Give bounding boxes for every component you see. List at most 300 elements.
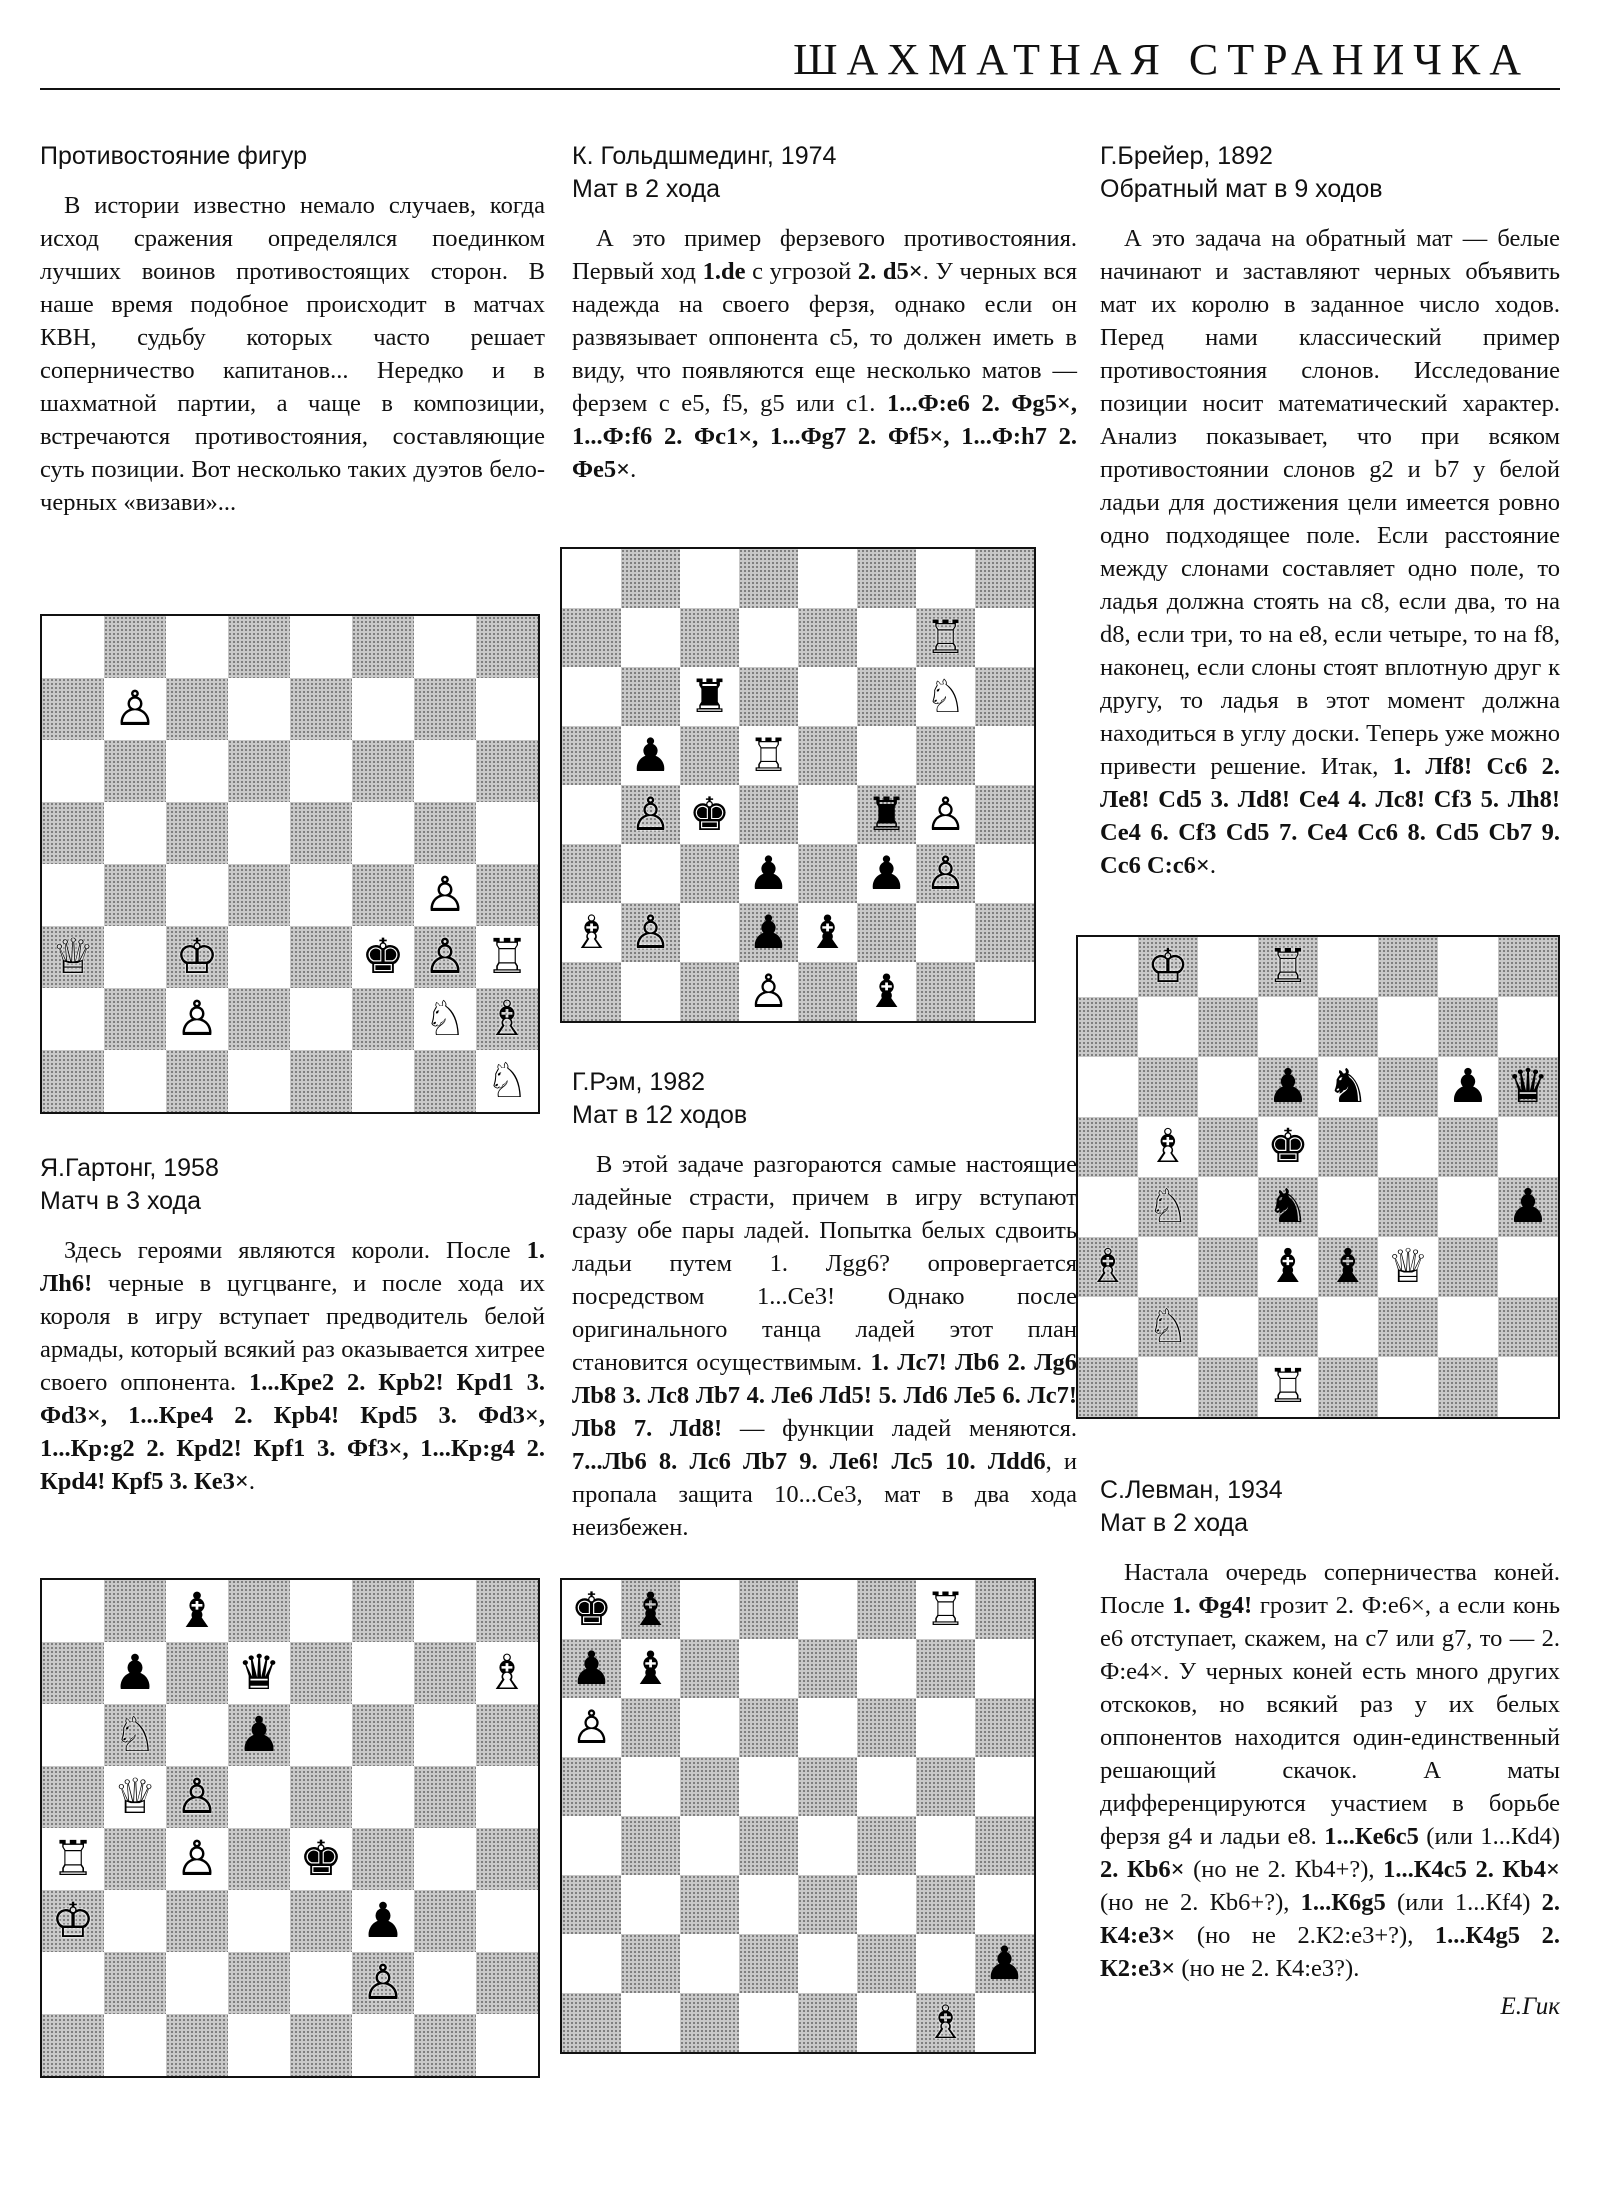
text-run: .	[630, 456, 637, 483]
board-square	[166, 1952, 228, 2014]
board-square	[352, 1580, 414, 1642]
board-square	[621, 1875, 680, 1934]
problem-paragraph	[1100, 1556, 1560, 1985]
board-square	[166, 1704, 228, 1766]
board-square	[352, 988, 414, 1050]
white-pawn-icon: ♙	[570, 1700, 613, 1755]
board-square	[798, 1757, 857, 1816]
board-square	[414, 616, 476, 678]
board-square	[352, 1704, 414, 1766]
white-pawn-icon: ♙	[175, 1830, 219, 1887]
board-square	[414, 2014, 476, 2076]
board-square	[228, 926, 290, 988]
board-square	[1498, 1237, 1558, 1297]
problem-paragraph	[40, 1234, 545, 1498]
white-rook-icon: ♖	[1267, 939, 1309, 994]
white-pawn-icon: ♙	[423, 928, 467, 985]
white-pawn-icon: ♙	[629, 905, 672, 960]
board-square	[680, 549, 739, 608]
board-square	[1378, 997, 1438, 1057]
board-square	[798, 667, 857, 726]
move-notation: 2. d5×	[857, 258, 923, 285]
board-square	[680, 962, 739, 1021]
board-square	[798, 608, 857, 667]
move-notation: 1...Кe6c5	[1324, 1823, 1419, 1850]
board-square	[621, 1816, 680, 1875]
problem-paragraph	[1100, 222, 1560, 882]
board-square	[1318, 1117, 1378, 1177]
white-king-icon: ♔	[1147, 939, 1189, 994]
board-square	[562, 726, 621, 785]
problem-heading	[1100, 140, 1560, 206]
black-pawn-icon: ♟	[361, 1892, 405, 1949]
board-square	[1078, 937, 1138, 997]
white-rook-icon: ♖	[51, 1830, 95, 1887]
board-square	[290, 678, 352, 740]
author-year: Г.Брейер, 1892	[1100, 142, 1273, 170]
board-square	[42, 2014, 104, 2076]
board-square	[798, 1639, 857, 1698]
board-square	[975, 1875, 1034, 1934]
white-rook-icon: ♖	[924, 610, 967, 665]
black-king-icon: ♚	[361, 928, 405, 985]
board-square	[798, 726, 857, 785]
board-square	[739, 549, 798, 608]
board-square	[916, 962, 975, 1021]
white-knight-icon: ♘	[113, 1706, 157, 1763]
board-square	[916, 903, 975, 962]
board-square	[562, 1757, 621, 1816]
text-run: Настала очередь соперничества коней. После	[1100, 1559, 1560, 1619]
board-square	[916, 1934, 975, 1993]
board-square	[476, 1580, 538, 1642]
board-square	[476, 1704, 538, 1766]
board-square	[798, 1698, 857, 1757]
author-year: Я.Гартонг, 1958	[40, 1154, 219, 1182]
white-bishop-icon: ♗	[1147, 1119, 1189, 1174]
board-square	[562, 608, 621, 667]
black-bishop-icon: ♝	[865, 964, 908, 1019]
board-square	[1498, 1117, 1558, 1177]
board-square	[975, 1816, 1034, 1875]
black-king-icon: ♚	[1267, 1119, 1309, 1174]
board-square	[104, 802, 166, 864]
board-square	[166, 740, 228, 802]
task-line: Матч в 3 хода	[40, 1187, 202, 1215]
board-square	[798, 549, 857, 608]
board-square	[352, 802, 414, 864]
board-square	[1438, 1357, 1498, 1417]
board-square	[916, 1757, 975, 1816]
board-square	[680, 844, 739, 903]
board-square	[975, 1580, 1034, 1639]
board-square	[228, 740, 290, 802]
board-square	[1078, 1057, 1138, 1117]
white-rook-icon: ♖	[1267, 1359, 1309, 1414]
board-square	[680, 1993, 739, 2052]
board-square	[1498, 937, 1558, 997]
author-signature: Е.Гик	[1500, 1993, 1560, 2020]
white-bishop-icon: ♗	[1087, 1239, 1129, 1294]
board-square	[414, 802, 476, 864]
white-pawn-icon: ♙	[924, 787, 967, 842]
board-square	[352, 1766, 414, 1828]
board-square	[352, 678, 414, 740]
black-rook-icon: ♜	[865, 787, 908, 842]
board-square	[414, 678, 476, 740]
text-run: (но не 2.К2:e3+?),	[1175, 1922, 1435, 1949]
text-run: с угрозой	[745, 258, 858, 285]
board-square	[680, 1639, 739, 1698]
black-pawn-icon: ♟	[629, 728, 672, 783]
board-square	[42, 802, 104, 864]
board-square	[1078, 1357, 1138, 1417]
board-square	[857, 1757, 916, 1816]
board-square	[104, 988, 166, 1050]
board-square	[916, 1816, 975, 1875]
board-square	[414, 1890, 476, 1952]
board-square	[621, 1698, 680, 1757]
board-square	[739, 1993, 798, 2052]
move-notation: 1...К4c5 2. Кb4×	[1383, 1856, 1560, 1883]
white-knight-icon: ♘	[1147, 1299, 1189, 1354]
board-square	[680, 1816, 739, 1875]
board-square	[290, 1580, 352, 1642]
board-square	[228, 988, 290, 1050]
problem-heading	[572, 140, 1077, 206]
black-bishop-icon: ♝	[175, 1582, 219, 1639]
black-pawn-icon: ♟	[1507, 1179, 1549, 1234]
board-square	[166, 802, 228, 864]
text-run: .	[248, 1468, 255, 1495]
intro-text: В истории известно немало случаев, когда исход сражения определялся поединком лучших воинов противостоящих сторон. В наше время подобное происходит в матчах КВН, судьбу которых часто решает соперничество капитанов... Нередко и в шахматной партии, а чаще в композиции, встречаются противостояния, составляющие суть позиции. Вот несколько таких дуэтов бело-черных «визави»...	[40, 192, 545, 516]
board-square	[228, 1952, 290, 2014]
white-pawn-icon: ♙	[747, 964, 790, 1019]
board-square	[1078, 1177, 1138, 1237]
board-square	[739, 1580, 798, 1639]
board-square	[228, 1766, 290, 1828]
board-square	[290, 1890, 352, 1952]
board-square	[975, 608, 1034, 667]
board-square	[798, 1816, 857, 1875]
problem-text	[1100, 1556, 1560, 1985]
board-square	[680, 1757, 739, 1816]
board-square	[975, 1639, 1034, 1698]
board-square	[1318, 1297, 1378, 1357]
board-square	[290, 1952, 352, 2014]
board-square	[798, 785, 857, 844]
board-square	[290, 988, 352, 1050]
board-square	[228, 1050, 290, 1112]
white-queen-icon: ♕	[1387, 1239, 1429, 1294]
board-square	[680, 608, 739, 667]
board-square	[104, 1828, 166, 1890]
board-square	[562, 962, 621, 1021]
board-square	[476, 740, 538, 802]
board-square	[739, 1639, 798, 1698]
board-square	[228, 1890, 290, 1952]
board-square	[352, 1828, 414, 1890]
board-square	[680, 903, 739, 962]
board-square	[1378, 1357, 1438, 1417]
chessboard-rem	[560, 1578, 1036, 2054]
black-pawn-icon: ♟	[747, 905, 790, 960]
board-square	[104, 740, 166, 802]
board-square	[1318, 1177, 1378, 1237]
move-notation: 1...Крe2 2. Крb2! Крd1 3. Фd3×, 1...Крe4 2. Крb4! Крd5 3. Фd3×, 1...Кр:g2 2. Крd2! Крf1 3. Фf3×, 1...Кр:g4 2. Крd4! Крf5 3. Кe3×	[40, 1369, 545, 1495]
board-square	[166, 616, 228, 678]
board-square	[104, 926, 166, 988]
board-square	[857, 549, 916, 608]
black-queen-icon: ♛	[1507, 1059, 1549, 1114]
text-run: . У черных вся надежда на своего ферзя, однако если он развязывает оппонента c5, то должен иметь в виду, что появляются еще несколько матов — ферзем с e5, f5, g5 или c1.	[572, 258, 1077, 417]
author-year: К. Гольдшмединг, 1974	[572, 142, 837, 170]
board-square	[42, 1766, 104, 1828]
black-bishop-icon: ♝	[1327, 1239, 1369, 1294]
board-square	[621, 1993, 680, 2052]
board-square	[1318, 997, 1378, 1057]
board-square	[228, 1828, 290, 1890]
board-square	[414, 740, 476, 802]
chessboard-breier	[1076, 935, 1560, 1419]
board-square	[414, 1766, 476, 1828]
text-run: (но не 2. К4:e3?).	[1175, 1955, 1360, 1982]
board-square	[562, 844, 621, 903]
board-square	[857, 726, 916, 785]
board-square	[739, 1816, 798, 1875]
board-square	[975, 1993, 1034, 2052]
white-bishop-icon: ♗	[924, 1995, 967, 2050]
board-square	[166, 864, 228, 926]
board-square	[476, 1766, 538, 1828]
board-square	[476, 864, 538, 926]
board-square	[476, 2014, 538, 2076]
board-square	[680, 1875, 739, 1934]
text-run: .	[1209, 852, 1217, 879]
board-square	[1138, 1357, 1198, 1417]
board-square	[562, 785, 621, 844]
board-square	[166, 1050, 228, 1112]
board-square	[1438, 1117, 1498, 1177]
board-square	[621, 1934, 680, 1993]
board-square	[975, 844, 1034, 903]
white-pawn-icon: ♙	[423, 866, 467, 923]
board-square	[562, 1875, 621, 1934]
intro-section	[40, 140, 545, 519]
text-run: А это задача на обратный мат — белые начинают и заставляют черных объявить мат их королю в заданное число ходов. Перед нами классический пример противостояния слонов. Исследование позиции носит математический характер. Анализ показывает, что при всяком противостоянии слонов g2 и b7 у белой ладьи для достижения цели имеется ровно одно подходящее поле. Если расстояние между слонами составляет одно поле, то ладья должна стоять на c8, если два, то на d8, если три, то на e8, если четыре, то на f8, наконец, если слоны стоят вплотную друг к другу, то ладья в этот момент должна находиться в углу доски. Теперь уже можно привести решение. Итак,	[1100, 225, 1560, 780]
text-run: (или 1...Кd4)	[1418, 1823, 1560, 1850]
board-square	[476, 678, 538, 740]
board-square	[1198, 1177, 1258, 1237]
task-line: Обратный мат в 9 ходов	[1100, 175, 1383, 203]
black-king-icon: ♚	[688, 787, 731, 842]
move-notation: 7...Лb6 8. Лc6 Лb7 9. Лe6! Лc5 10. Лdd6	[572, 1448, 1046, 1475]
move-notation: 2. К4:e3×	[1100, 1889, 1560, 1949]
board-square	[857, 667, 916, 726]
text-run: , и пропала защита 10...Сe3, мат в два хода неизбежен.	[572, 1448, 1077, 1541]
black-pawn-icon: ♟	[747, 846, 790, 901]
board-square	[857, 1934, 916, 1993]
problem-paragraph	[572, 1148, 1077, 1544]
board-square	[166, 1890, 228, 1952]
page-header	[40, 36, 1560, 84]
board-square	[857, 1698, 916, 1757]
text-run: грозит 2. Ф:e6×, а если конь e6 отступает, скажем, на c7 или g7, то — 2. Ф:e4×. У черных коней есть много других отскоков, но всякий раз у их белых оппонентов находится один-единственный решающий скачок. А маты дифференцируются участием в борьбе ферзя g4 и ладьи e8.	[1100, 1592, 1560, 1850]
board-square	[1198, 1117, 1258, 1177]
black-king-icon: ♚	[570, 1582, 613, 1637]
board-square	[1438, 1237, 1498, 1297]
board-square	[414, 1704, 476, 1766]
board-square	[476, 1952, 538, 2014]
board-square	[857, 1875, 916, 1934]
board-square	[1198, 1237, 1258, 1297]
board-square	[621, 962, 680, 1021]
board-square	[680, 1934, 739, 1993]
board-square	[42, 1952, 104, 2014]
white-king-icon: ♔	[175, 928, 219, 985]
board-square	[621, 608, 680, 667]
board-square	[975, 785, 1034, 844]
board-square	[166, 678, 228, 740]
board-square	[1318, 1357, 1378, 1417]
white-pawn-icon: ♙	[175, 1768, 219, 1825]
board-square	[1438, 1177, 1498, 1237]
board-square	[1138, 1237, 1198, 1297]
move-notation: 1...Ф:e6 2. Фg5×, 1...Ф:f6 2. Фc1×, 1...Фg7 2. Фf5×, 1...Ф:h7 2. Фe5×	[572, 390, 1077, 483]
task-line: Мат в 12 ходов	[572, 1101, 748, 1129]
board-square	[1078, 1297, 1138, 1357]
board-square	[975, 962, 1034, 1021]
board-square	[1378, 1297, 1438, 1357]
text-run: В этой задаче разгораются самые настоящие ладейные страсти, причем в игру вступают сразу обе пары ладей. Попытка белых сдвоить ладьи путем 1. Лgg6? опровергается посредством 1...Сe3! Однако после оригинального танца ладей этот план становится осуществимым.	[572, 1151, 1077, 1376]
board-square	[42, 1704, 104, 1766]
board-square	[1198, 997, 1258, 1057]
board-square	[739, 785, 798, 844]
board-square	[228, 1580, 290, 1642]
board-square	[1258, 997, 1318, 1057]
white-pawn-icon: ♙	[924, 846, 967, 901]
problem-heading	[1100, 1474, 1560, 1540]
board-square	[680, 1698, 739, 1757]
white-king-icon: ♔	[51, 1892, 95, 1949]
board-square	[476, 802, 538, 864]
board-square	[798, 1875, 857, 1934]
white-bishop-icon: ♗	[485, 1644, 529, 1701]
board-square	[798, 1580, 857, 1639]
move-notation: 1...К4g5 2. К2:e3×	[1100, 1922, 1560, 1982]
board-square	[621, 667, 680, 726]
white-knight-icon: ♘	[423, 990, 467, 1047]
board-square	[1318, 937, 1378, 997]
board-square	[621, 549, 680, 608]
board-square	[857, 1816, 916, 1875]
problem-levman	[1100, 1474, 1560, 2021]
move-notation: 2. Кb6×	[1100, 1856, 1185, 1883]
board-square	[290, 616, 352, 678]
board-square	[228, 864, 290, 926]
chessboard-goldshmeding	[560, 547, 1036, 1023]
board-square	[414, 1580, 476, 1642]
task-line: Мат в 2 хода	[1100, 1509, 1248, 1537]
board-square	[414, 1642, 476, 1704]
board-square	[42, 616, 104, 678]
white-rook-icon: ♖	[485, 928, 529, 985]
board-square	[414, 1828, 476, 1890]
text-run: А это пример ферзевого противостояния. Первый ход	[572, 225, 1077, 285]
chessboard-gartong	[40, 614, 540, 1114]
board-square	[1378, 1117, 1438, 1177]
board-square	[228, 616, 290, 678]
board-square	[414, 1952, 476, 2014]
board-square	[857, 608, 916, 667]
board-square	[42, 740, 104, 802]
author-year: Г.Рэм, 1982	[572, 1068, 706, 1096]
board-square	[739, 608, 798, 667]
board-square	[680, 1580, 739, 1639]
move-notation: 1. Лc7! Лb6 2. Лg6 Лb8 3. Лc8 Лb7 4. Лe6 Лd5! 5. Лd6 Лe5 6. Лc7! Лb8 7. Лd8!	[572, 1349, 1077, 1442]
board-square	[975, 726, 1034, 785]
board-square	[1438, 1297, 1498, 1357]
board-square	[857, 1580, 916, 1639]
task-line: Мат в 2 хода	[572, 175, 720, 203]
board-square	[476, 1828, 538, 1890]
board-square	[798, 1993, 857, 2052]
board-square	[916, 1875, 975, 1934]
board-square	[290, 802, 352, 864]
board-square	[1078, 1117, 1138, 1177]
board-square	[798, 1934, 857, 1993]
board-square	[290, 1050, 352, 1112]
board-square	[290, 1766, 352, 1828]
white-queen-icon: ♕	[113, 1768, 157, 1825]
black-pawn-icon: ♟	[865, 846, 908, 901]
black-pawn-icon: ♟	[570, 1641, 613, 1696]
board-square	[228, 802, 290, 864]
white-knight-icon: ♘	[924, 669, 967, 724]
move-notation: 1. Фg4!	[1172, 1592, 1253, 1619]
black-knight-icon: ♞	[1267, 1179, 1309, 1234]
black-pawn-icon: ♟	[1267, 1059, 1309, 1114]
board-square	[1438, 937, 1498, 997]
black-pawn-icon: ♟	[113, 1644, 157, 1701]
board-square	[352, 740, 414, 802]
header-rule	[40, 88, 1560, 90]
board-square	[1378, 1177, 1438, 1237]
board-square	[352, 1642, 414, 1704]
board-square	[1498, 997, 1558, 1057]
problem-paragraph	[572, 222, 1077, 486]
board-square	[104, 1050, 166, 1112]
text-run: (но не 2. Кb4+?),	[1184, 1856, 1384, 1883]
board-square	[739, 1757, 798, 1816]
black-pawn-icon: ♟	[1447, 1059, 1489, 1114]
text-run: (но не 2. Кb6+?),	[1100, 1889, 1301, 1916]
black-queen-icon: ♛	[237, 1644, 281, 1701]
chessboard-bottom-left	[40, 1578, 540, 2078]
problem-text	[1100, 222, 1560, 882]
white-knight-icon: ♘	[1147, 1179, 1189, 1234]
board-square	[104, 616, 166, 678]
white-rook-icon: ♖	[924, 1582, 967, 1637]
board-square	[916, 726, 975, 785]
problem-goldshmeding	[572, 140, 1077, 486]
problem-breier	[1100, 140, 1560, 882]
problem-rem	[572, 1066, 1077, 1544]
white-pawn-icon: ♙	[629, 787, 672, 842]
board-square	[562, 1934, 621, 1993]
board-square	[104, 1890, 166, 1952]
board-square	[414, 1050, 476, 1112]
